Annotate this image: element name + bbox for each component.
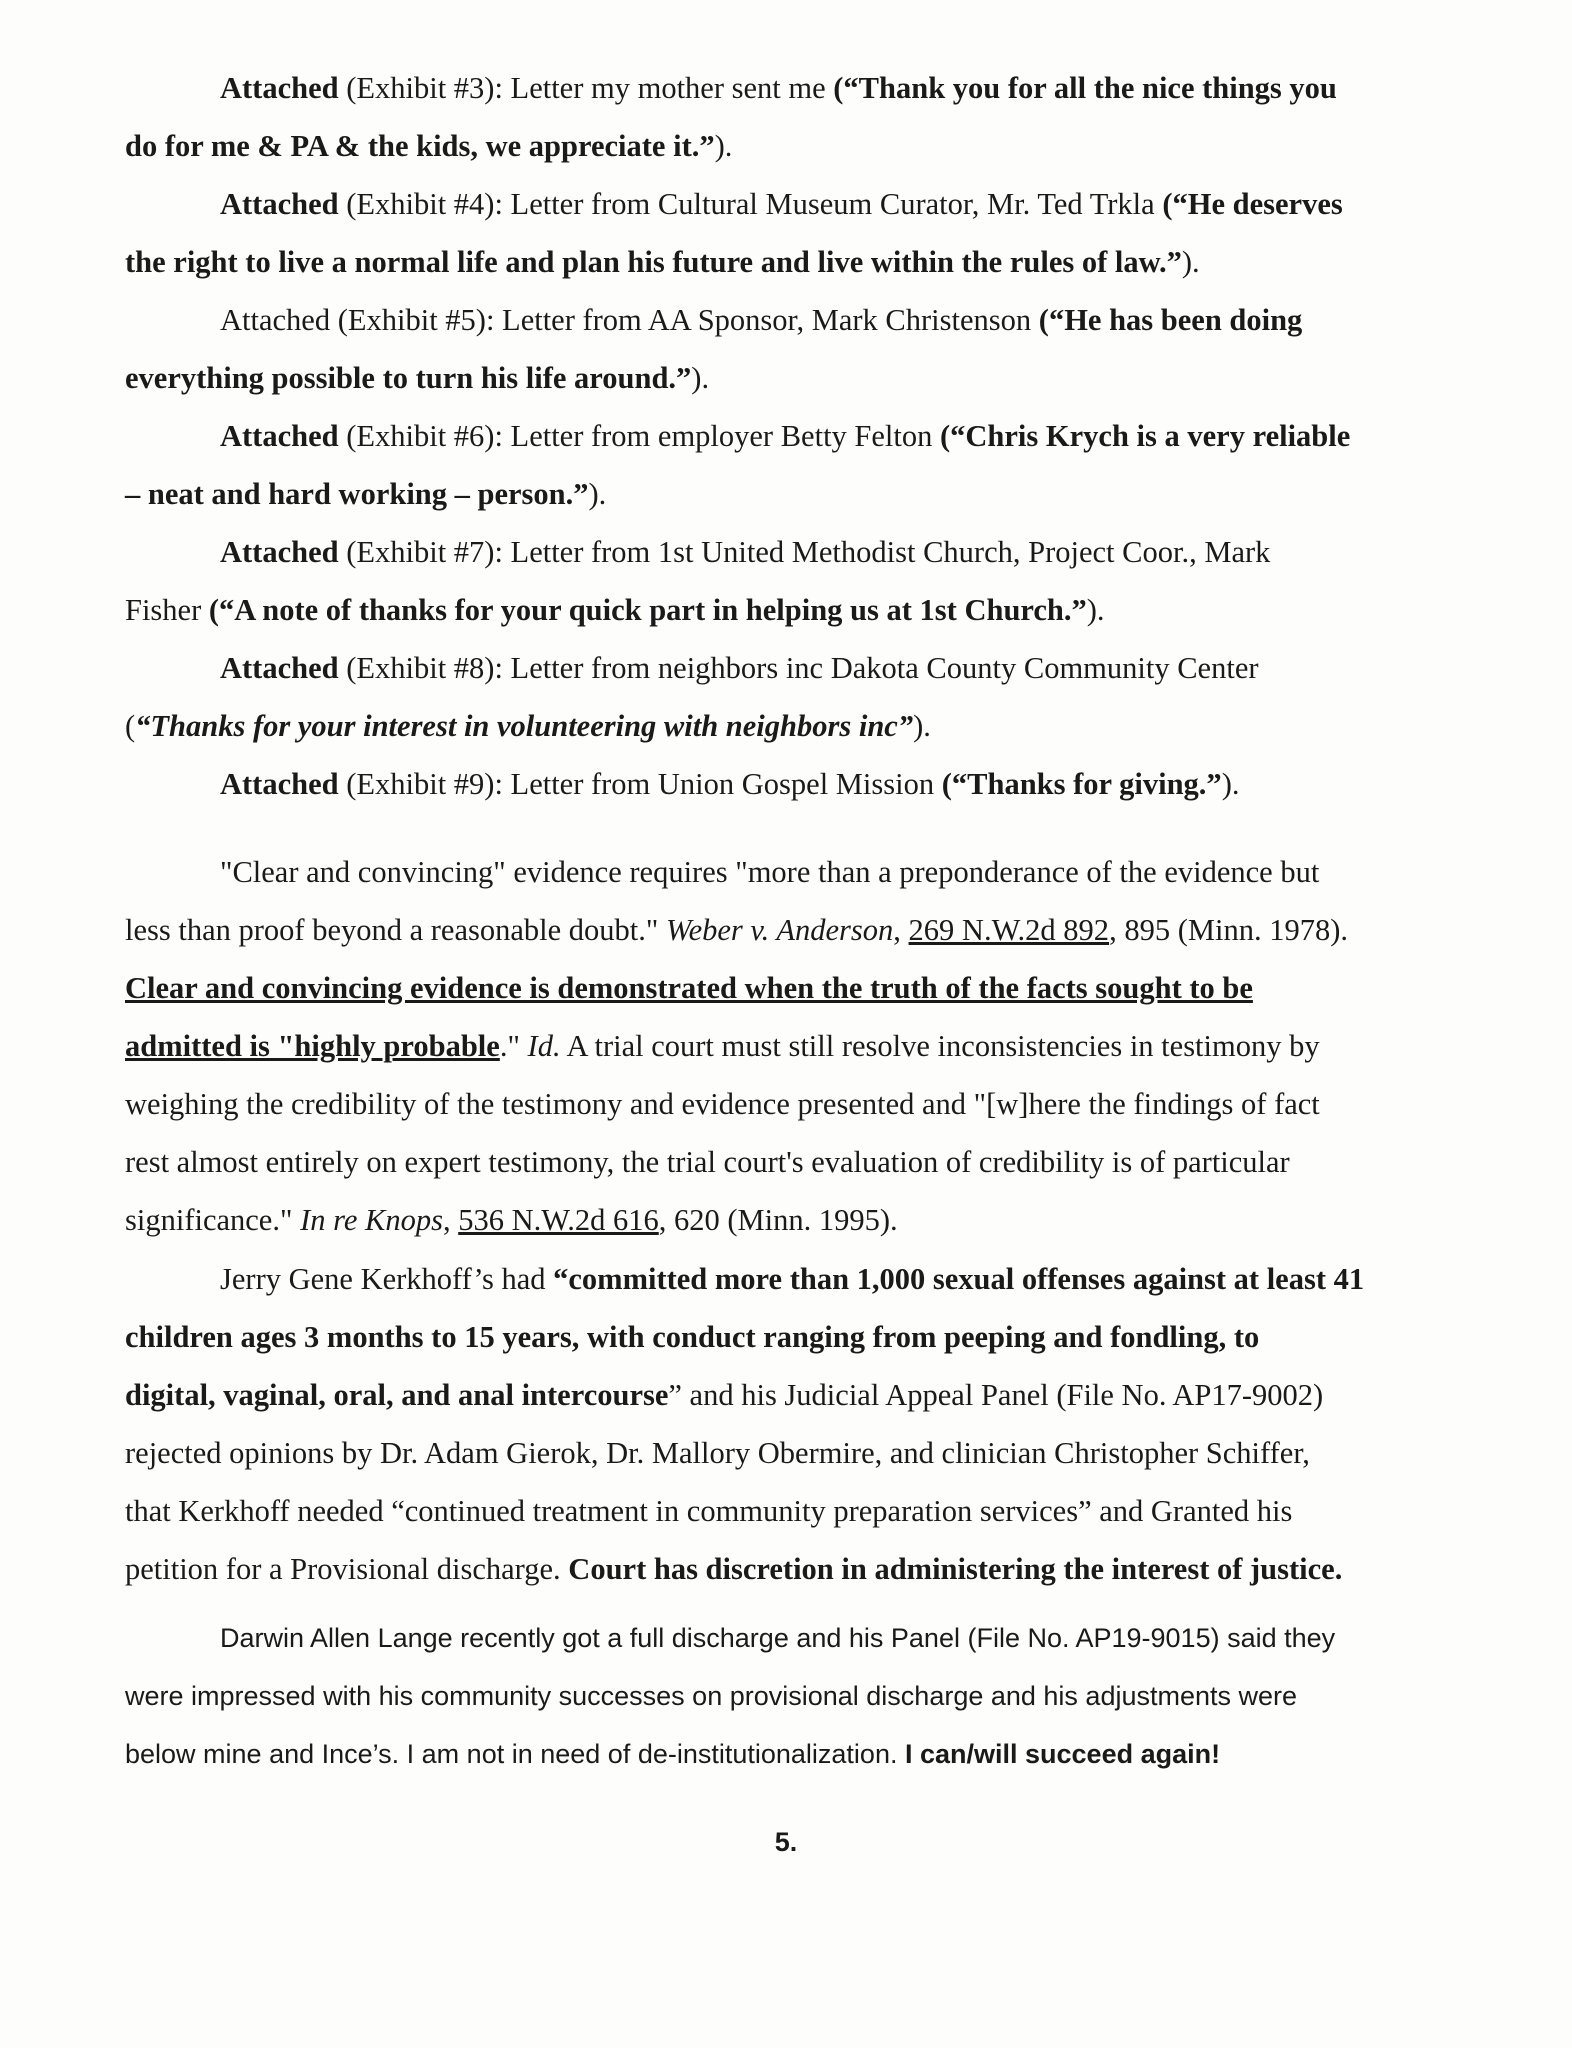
exhibit-5-line-1: Attached (Exhibit #5): Letter from AA Sponsor, Mark Christenson (“He has been doing [220, 303, 1303, 337]
citation-link-knops: 536 N.W.2d 616 [458, 1203, 659, 1237]
kerkhoff-paragraph: Jerry Gene Kerkhoff’s had “committed more than 1,000 sexual offenses against at least 41 children ages 3 months to 15 years, with conduct ranging from peeping and fondling, to digital, vaginal, oral, and anal intercourse” and his Judicial Appeal Panel (File No. AP17-9002) rejected opinions by Dr. Adam Gierok, Dr. Mallory Obermire, and clinician Christopher Schiffer, that Kerkhoff needed “continued treatment in community preparation services” and Granted his petition for a Provisional discharge. Court has discretion in administering the interest of justice. [125, 1262, 1365, 1586]
page-number: 5. [774, 1827, 798, 1857]
exhibit-5-line-2: everything possible to turn his life around.”). [125, 361, 710, 395]
exhibit-4-line-2: the right to live a normal life and plan his future and live within the rules of law.”). [125, 245, 1200, 279]
citation-link-weber: 269 N.W.2d 892 [908, 913, 1110, 947]
exhibit-8-line-1: Attached (Exhibit #8): Letter from neighbors inc Dakota County Community Center [220, 651, 1259, 685]
exhibit-3-line-2: do for me & PA & the kids, we appreciate it.”). [125, 129, 733, 163]
exhibit-6-line-2: – neat and hard working – person.”). [125, 477, 607, 511]
exhibit-3-line-1: Attached (Exhibit #3): Letter my mother sent me (“Thank you for all the nice things you [220, 71, 1337, 105]
exhibit-7-line-1: Attached (Exhibit #7): Letter from 1st United Methodist Church, Project Coor., Mark [220, 535, 1271, 569]
exhibit-4-line-1: Attached (Exhibit #4): Letter from Cultural Museum Curator, Mr. Ted Trkla (“He deserves [220, 187, 1343, 221]
exhibit-8-line-2: (“Thanks for your interest in volunteering with neighbors inc”). [125, 709, 931, 743]
exhibit-list [125, 70, 1470, 824]
highlighted-standard: Clear and convincing evidence is demonstrated when the truth of the facts sought to be [125, 971, 1253, 1005]
clear-convincing-paragraph: "Clear and convincing" evidence requires "more than a preponderance of the evidence but less than proof beyond a reasonable doubt." Weber v. Anderson, 269 N.W.2d 892, 895 (Minn. 1978). Clear and convincing evidence is demonstrated when the truth of the facts sought to be admitted is "highly probable." Id. A trial court must still resolve inconsistencies in testimony by weighing the credibility of the testimony and evidence presented and "[w]here the findings of fact rest almost entirely on expert testimony, the trial court's evaluation of credibility is of particular significance." In re Knops, 536 N.W.2d 616, 620 (Minn. 1995). [125, 855, 1348, 1237]
exhibit-7-line-2: Fisher (“A note of thanks for your quick part in helping us at 1st Church.”). [125, 593, 1105, 627]
lange-paragraph: Darwin Allen Lange recently got a full discharge and his Panel (File No. AP19-9015) said they were impressed with his community successes on provisional discharge and his adjustments were below mine and Ince’s. I am not in need of de-institutionalization. I can/will succeed again! [125, 1623, 1336, 1769]
exhibit-6-line-1: Attached (Exhibit #6): Letter from employer Betty Felton (“Chris Krych is a very reliable [220, 419, 1351, 453]
exhibit-9-line-1: Attached (Exhibit #9): Letter from Union Gospel Mission (“Thanks for giving.”). [220, 767, 1240, 801]
